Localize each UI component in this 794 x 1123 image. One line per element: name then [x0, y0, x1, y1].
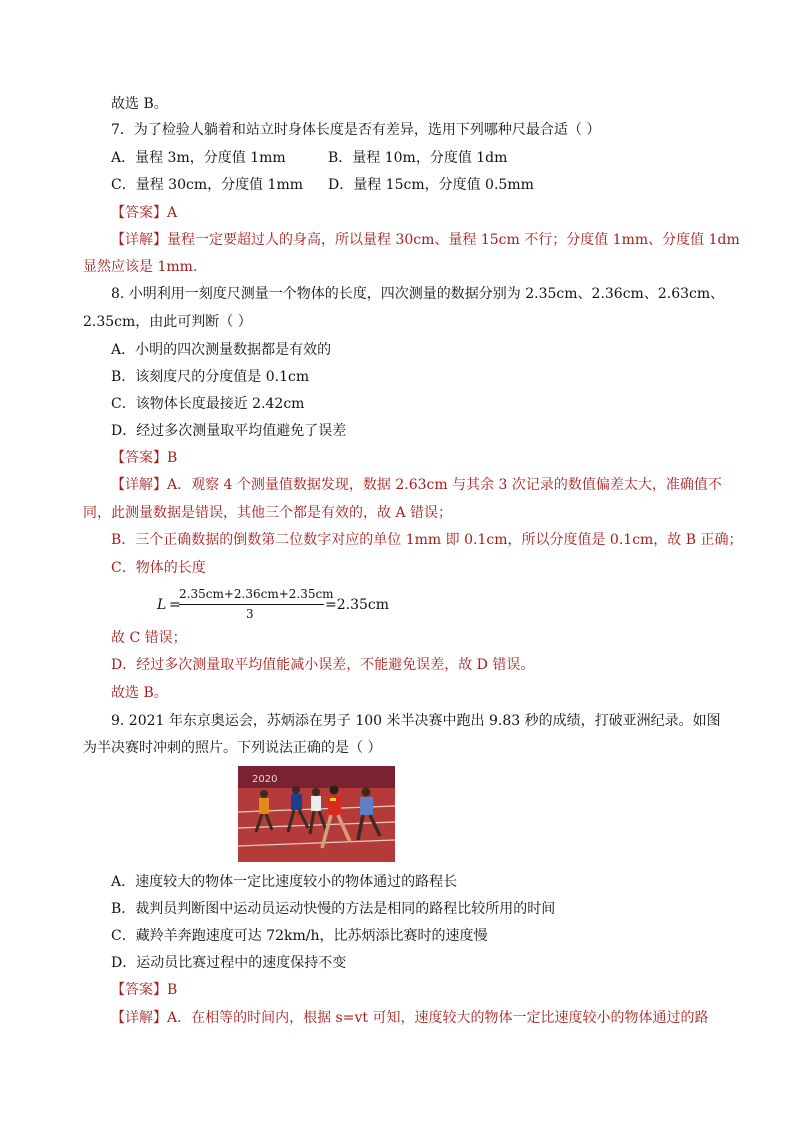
explanation-line: 故 C 错误；	[111, 630, 187, 646]
banner-text: 2020	[252, 774, 278, 785]
question-8-continued: 2.35cm，由此可判断（ ）	[83, 314, 252, 330]
explanation-tag: 【详解】	[111, 1010, 167, 1026]
length-formula	[157, 587, 417, 627]
answer-line	[111, 203, 177, 223]
text-line: 故选 B。	[111, 96, 168, 112]
option-c: C．藏羚羊奔跑速度可达 72km/h，比苏炳添比赛时的速度慢	[111, 928, 488, 944]
explanation-text: 量程一定要超过人的身高，所以量程 30cm、量程 15cm 不行；分度值 1mm、分度值 1dm	[167, 232, 740, 248]
question-9: 9. 2021 年东京奥运会，苏炳添在男子 100 米半决赛中跑出 9.83 秒的成绩，打破亚洲纪录。如图	[111, 713, 721, 729]
explanation-line	[111, 475, 722, 495]
option-b: B．量程 10m，分度值 1dm	[328, 150, 508, 166]
answer-tag: 【答案】	[111, 982, 167, 998]
formula-lhs: L	[157, 597, 167, 613]
fraction-bar	[179, 604, 324, 605]
option-b: B．裁判员判断图中运动员运动快慢的方法是相同的路程比较所用的时间	[111, 901, 556, 917]
option-d: D．经过多次测量取平均值避免了误差	[111, 423, 347, 439]
option-d: D．量程 15cm，分度值 0.5mm	[328, 177, 534, 193]
question-7: 7．为了检验人躺着和站立时身体长度是否有差异，选用下列哪种尺最合适（ ）	[111, 122, 601, 138]
answer-line	[111, 980, 177, 1000]
option-b: B．该刻度尺的分度值是 0.1cm	[111, 369, 310, 385]
answer-tag: 【答案】	[111, 450, 167, 466]
sprint-photo	[238, 766, 395, 862]
option-d: D．运动员比赛过程中的速度保持不变	[111, 955, 347, 971]
option-a: A．速度较大的物体一定比速度较小的物体通过的路程长	[111, 874, 458, 890]
conclusion-line: 故选 B。	[111, 685, 168, 701]
question-8: 8. 小明利用一刻度尺测量一个物体的长度，四次测量的数据分别为 2.35cm、2.36cm、2.63cm、	[111, 286, 725, 302]
formula-denominator: 3	[246, 607, 254, 621]
answer-value: A	[167, 205, 178, 221]
answer-tag: 【答案】	[111, 205, 167, 221]
explanation-continued: 显然应该是 1mm.	[83, 259, 198, 275]
explanation-text: A．在相等的时间内，根据 s=vt 可知，速度较大的物体一定比速度较小的物体通过的路	[167, 1010, 709, 1026]
explanation-line	[111, 230, 740, 250]
explanation-b: B．三个正确数据的倒数第二位数字对应的单位 1mm 即 0.1cm，所以分度值是 0.1cm，故 B 正确；	[111, 532, 743, 548]
option-a: A．小明的四次测量数据都是有效的	[111, 342, 332, 358]
answer-line	[111, 448, 177, 468]
explanation-continued: 同，此测量数据是错误，其他三个都是有效的，故 A 错误；	[83, 505, 453, 521]
question-9-continued: 为半决赛时冲刺的照片。下列说法正确的是（ ）	[83, 740, 382, 756]
explanation-text: A．观察 4 个测量值数据发现，数据 2.63cm 与其余 3 次记录的数值偏差太大，准确值不	[167, 477, 722, 493]
formula-equals: =	[169, 597, 181, 613]
explanation-tag: 【详解】	[111, 477, 167, 493]
option-c: C．该物体长度最接近 2.42cm	[111, 396, 305, 412]
formula-numerator: 2.35cm+2.36cm+2.35cm	[179, 587, 334, 601]
option-c: C．量程 30cm，分度值 1mm	[111, 177, 304, 193]
explanation-c: C．物体的长度	[111, 560, 206, 576]
explanation-d: D．经过多次测量取平均值能减小误差，不能避免误差，故 D 错误。	[111, 657, 535, 673]
explanation-line	[111, 1008, 708, 1028]
explanation-tag: 【详解】	[111, 232, 167, 248]
formula-result: =2.35cm	[325, 597, 390, 613]
answer-value: B	[167, 982, 178, 998]
option-a: A．量程 3m，分度值 1mm	[111, 150, 286, 166]
answer-value: B	[167, 450, 178, 466]
